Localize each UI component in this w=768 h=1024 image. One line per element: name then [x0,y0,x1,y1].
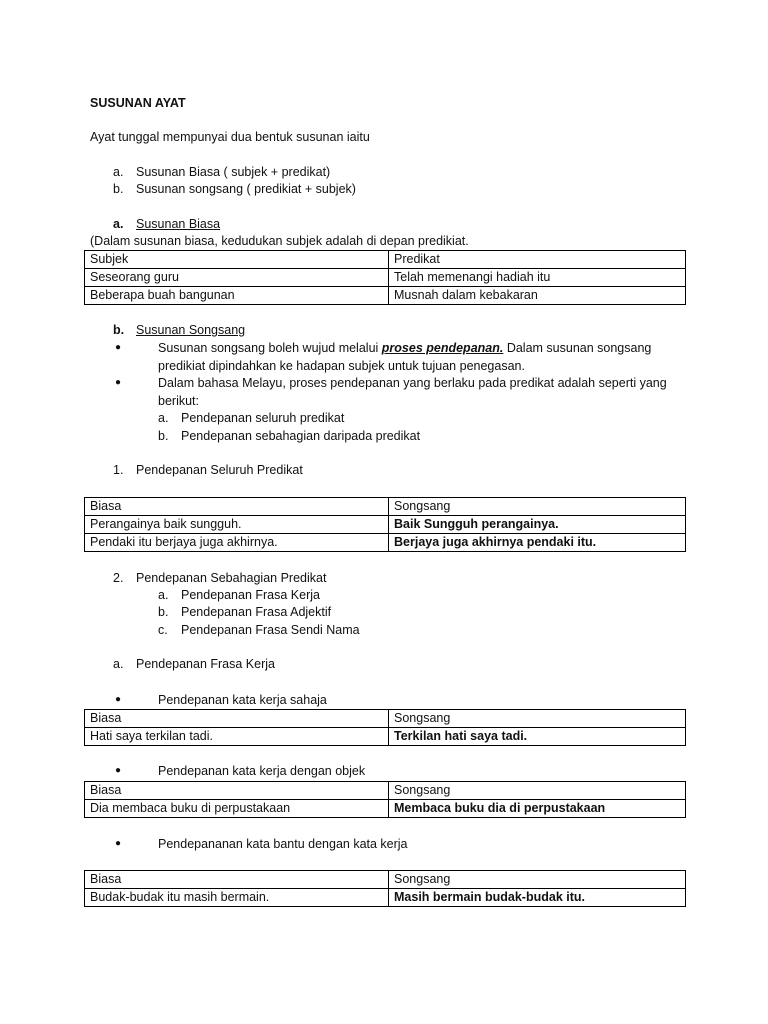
list-marker: a. [113,165,124,179]
list-marker: b. [158,429,169,443]
table-row [85,269,686,287]
section-marker: b. [113,323,125,337]
table-cell: Baik Sungguh perangainya. [389,516,686,534]
table-header-cell: Songsang [389,871,686,889]
list-marker: b. [113,182,124,196]
table-cell: Budak-budak itu masih bermain. [85,889,389,907]
table-cell: Masih bermain budak-budak itu. [389,889,686,907]
table-header-row [85,782,686,800]
table-cell: Musnah dalam kebakaran [389,287,686,305]
table-header-cell: Biasa [85,782,389,800]
emphasis-term: proses pendepanan. [381,341,504,355]
table-header-cell: Biasa [85,498,389,516]
bullet-text: Dalam bahasa Melayu, proses pendepanan yang berlaku pada predikat adalah seperti yang [158,376,667,390]
table-header-cell: Songsang [389,710,686,728]
section-heading-biasa: Susunan Biasa [136,217,221,231]
table-cell: Telah memenangi hadiah itu [389,269,686,287]
table-row [85,800,686,818]
table-row [85,287,686,305]
table-cell: Pendaki itu berjaya juga akhirnya. [85,534,389,552]
bullet-text: Pendepanan kata kerja dengan objek [158,764,366,778]
table-header-row [85,498,686,516]
table-cell: Terkilan hati saya tadi. [389,728,686,746]
table-cell: Berjaya juga akhirnya pendaki itu. [389,534,686,552]
table-header-cell: Biasa [85,710,389,728]
table-cell: Hati saya terkilan tadi. [85,728,389,746]
table-cell: Dia membaca buku di perpustakaan [85,800,389,818]
list-marker: c. [158,623,168,637]
table-cell: Perangainya baik sungguh. [85,516,389,534]
numbered-marker: 1. [113,463,124,477]
form-item-songsang: Susunan songsang ( predikiat + subjek) [136,182,356,196]
bullet-icon: ● [115,694,122,705]
bullet-text: Pendepananan kata bantu dengan kata kerja [158,837,408,851]
subheading: Pendepanan Sebahagian Predikat [136,571,327,585]
form-item-biasa: Susunan Biasa ( subjek + predikat) [136,165,331,179]
table-kata-kerja-sahaja [84,709,686,746]
table-kata-bantu [84,870,686,907]
list-item: Pendepanan seluruh predikat [181,411,345,425]
table-row [85,516,686,534]
list-item: Pendepanan Frasa Kerja [181,588,320,602]
bullet-text-continued: predikiat dipindahkan ke hadapan subjek untuk tujuan penegasan. [158,359,525,373]
table-cell: Membaca buku dia di perpustakaan [389,800,686,818]
bullet-icon: ● [115,377,122,388]
table-header-row [85,871,686,889]
numbered-marker: 2. [113,571,124,585]
list-item: Pendepanan Frasa Adjektif [181,605,332,619]
list-marker: a. [158,411,169,425]
table-header-row [85,710,686,728]
text-fragment: Dalam susunan songsang [503,341,652,355]
subheading: Pendepanan Frasa Kerja [136,657,275,671]
table-row [85,728,686,746]
table-header-cell: Subjek [85,251,389,269]
table-row [85,534,686,552]
bullet-text-continued: berikut: [158,394,199,408]
subheading: Pendepanan Seluruh Predikat [136,463,303,477]
bullet-icon: ● [115,838,122,849]
table-header-cell: Predikat [389,251,686,269]
table-kata-kerja-objek [84,781,686,818]
table-header-cell: Songsang [389,498,686,516]
section-note: (Dalam susunan biasa, kedudukan subjek adalah di depan predikiat. [90,234,469,248]
table-row [85,889,686,907]
list-item: Pendepanan sebahagian daripada predikat [181,429,421,443]
table-header-cell: Songsang [389,782,686,800]
text-fragment: Susunan songsang boleh wujud melalui [158,341,382,355]
document-title: SUSUNAN AYAT [90,96,186,110]
bullet-text: Pendepanan kata kerja sahaja [158,693,327,707]
intro-text: Ayat tunggal mempunyai dua bentuk susunan iaitu [90,130,370,144]
list-marker: b. [158,605,169,619]
list-marker: a. [113,657,124,671]
table-cell: Seseorang guru [85,269,389,287]
bullet-text [158,340,651,356]
section-heading-songsang: Susunan Songsang [136,323,246,337]
bullet-icon: ● [115,342,122,353]
section-marker: a. [113,217,124,231]
table-subjek-predikat [84,250,686,305]
table-seluruh-predikat [84,497,686,552]
bullet-icon: ● [115,765,122,776]
list-item: Pendepanan Frasa Sendi Nama [181,623,360,637]
list-marker: a. [158,588,169,602]
table-header-row [85,251,686,269]
table-cell: Beberapa buah bangunan [85,287,389,305]
table-header-cell: Biasa [85,871,389,889]
